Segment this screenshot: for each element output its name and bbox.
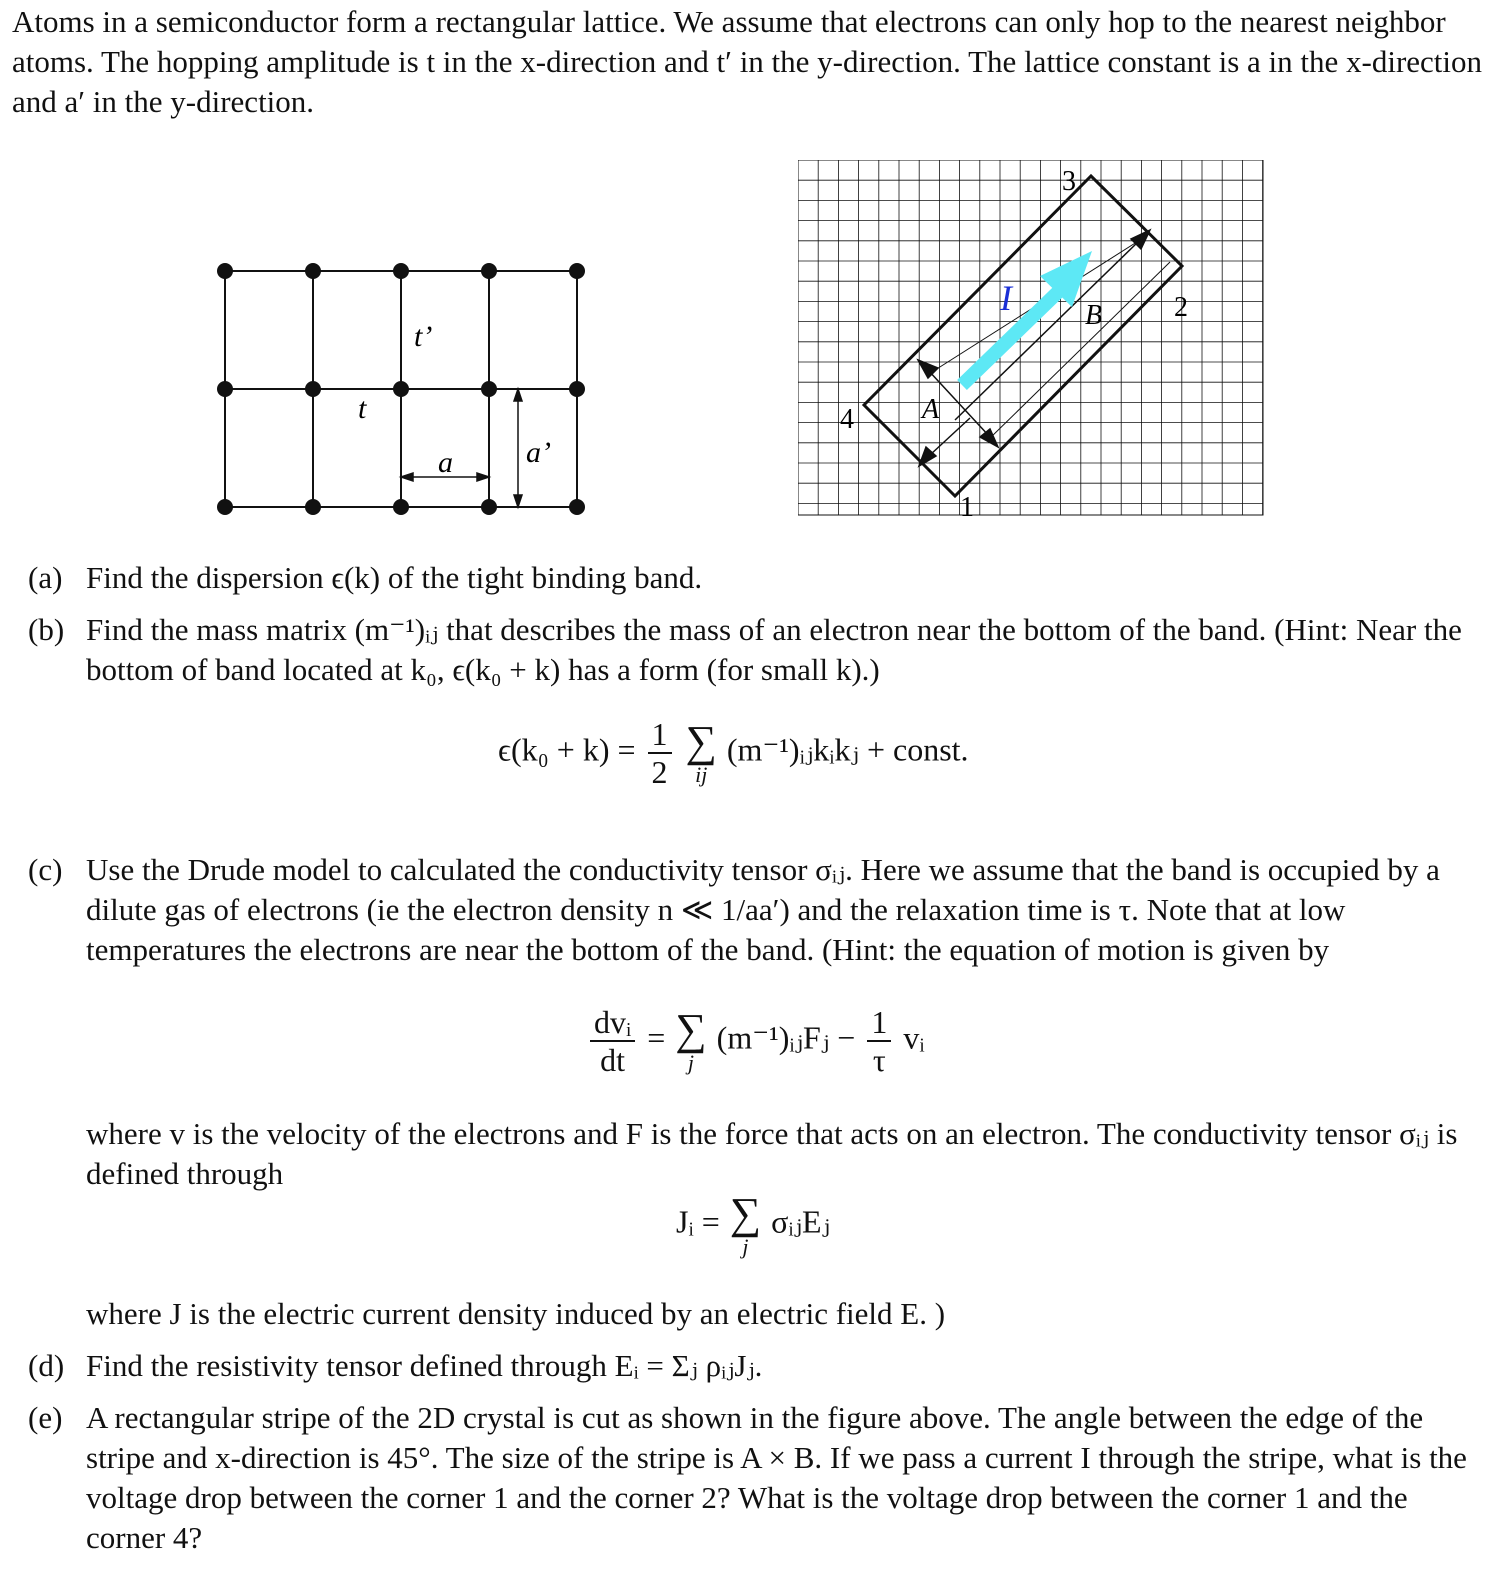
- eq-c1-frac2-num: 1: [867, 1004, 891, 1042]
- eq-c1-sum: ∑ j: [675, 1005, 707, 1075]
- label-B: B: [1085, 300, 1103, 331]
- label-t-prime: t’: [414, 320, 433, 353]
- stripe-figure: [798, 160, 1264, 516]
- eq-c1-frac2-den: τ: [872, 1042, 886, 1078]
- label-A: A: [922, 394, 940, 425]
- part-b: [28, 610, 1478, 690]
- part-a: [28, 558, 1478, 598]
- part-c: [28, 850, 1478, 970]
- part-e-label: (e): [28, 1400, 63, 1435]
- eq-c2-lhs: Jᵢ =: [676, 1203, 720, 1240]
- eq-c1-den: dt: [600, 1042, 626, 1078]
- part-c-where-j: where J is the electric current density induced by an electric field E. ): [86, 1296, 946, 1331]
- eq-c1-sum-sub: j: [687, 1050, 695, 1075]
- part-e-text: A rectangular stripe of the 2D crystal is cut as shown in the figure above. The angle between the edge of the stripe and x-direction is 45°. The size of the stripe is A × B. If we pass a current I through the stripe, what is the voltage drop between the corner 1 and the corner 2? What is the voltage drop between the corner 1 and the corner 4?: [86, 1400, 1467, 1555]
- label-t: t: [358, 392, 367, 425]
- part-c-where-v: where v is the velocity of the electrons and F is the force that acts on an electron. The conductivity tensor σᵢⱼ is defined through: [86, 1116, 1458, 1191]
- part-a-text: Find the dispersion ϵ(k) of the tight binding band.: [86, 560, 703, 595]
- eq-c2-sum: ∑ j: [729, 1189, 762, 1259]
- part-d: [28, 1346, 1478, 1386]
- eq-b-sum: ∑ ij: [685, 717, 717, 787]
- lattice-figure: [200, 250, 600, 530]
- eq-c2-rhs: σᵢⱼEⱼ: [771, 1203, 831, 1240]
- eq-c1-mid: (m⁻¹)ᵢⱼFⱼ −: [716, 1019, 856, 1056]
- part-c-text: Use the Drude model to calculated the conductivity tensor σᵢⱼ. Here we assume that the band is occupied by a dilute gas of electrons (ie the electron density n ≪ 1/aa′) and the relaxation time is τ. Note that at low temperatures the electrons are near the bottom of the band. (Hint: the equation of motion is given by: [86, 852, 1440, 967]
- eq-c1-fraction: [590, 1004, 635, 1078]
- label-a: a: [438, 446, 453, 479]
- intro-paragraph: Atoms in a semiconductor form a rectangular lattice. We assume that electrons can only hop to the nearest neighbor atoms. The hopping amplitude is t in the x-direction and t′ in the y-direction. The lattice constant is a in the x-direction and a′ in the y-direction.: [12, 4, 1483, 119]
- eq-b-lhs: ϵ(k₀ + k) =: [498, 731, 636, 768]
- corner-1: 1: [960, 492, 974, 516]
- current-label-I: I: [1000, 278, 1012, 318]
- eq-b-sum-sub: ij: [695, 762, 708, 787]
- part-c-label: (c): [28, 852, 63, 887]
- part-a-label: (a): [28, 560, 63, 595]
- eq-c1-fraction2: [867, 1004, 891, 1078]
- eq-b-rhs: (m⁻¹)ᵢⱼkᵢkⱼ + const.: [726, 731, 969, 768]
- equation-b: [498, 716, 969, 790]
- part-d-label: (d): [28, 1348, 65, 1383]
- corner-4: 4: [840, 404, 854, 435]
- part-d-text: Find the resistivity tensor defined through Eᵢ = Σⱼ ρᵢⱼJⱼ.: [86, 1348, 763, 1383]
- eq-c1-num: dvᵢ: [590, 1004, 635, 1042]
- label-a-prime: a’: [526, 436, 551, 469]
- eq-b-frac-den: 2: [651, 754, 668, 790]
- eq-c2-sum-sub: j: [742, 1234, 749, 1259]
- corner-2: 2: [1174, 292, 1188, 323]
- eq-c1-tail: vᵢ: [903, 1019, 925, 1056]
- eq-b-frac-num: 1: [648, 716, 672, 754]
- part-e: [28, 1398, 1478, 1558]
- a-prime-dimension-arrow: [514, 389, 522, 507]
- part-b-label: (b): [28, 612, 65, 647]
- part-b-text: Find the mass matrix (m⁻¹)ᵢⱼ that describes the mass of an electron near the bottom of the band. (Hint: Near the bottom of band located at k₀, ϵ(k₀ + k) has a form (for small k).): [86, 612, 1462, 687]
- equation-c-motion: $\frac{\text{dvᵢ}}{dt}$ = ∑ j (m⁻¹)ᵢⱼFⱼ − $\frac{1}{\tau}$ vᵢ: [586, 1004, 925, 1078]
- eq-b-fraction: [648, 716, 672, 790]
- equation-c-current: [676, 1189, 831, 1259]
- corner-3: 3: [1062, 166, 1076, 197]
